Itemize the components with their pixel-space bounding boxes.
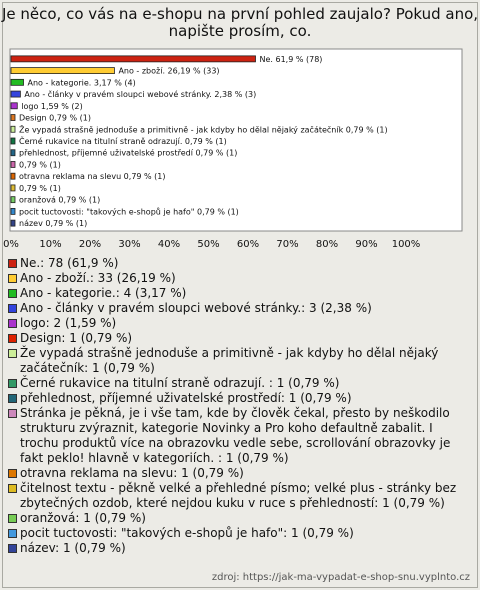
legend-swatch	[8, 319, 17, 328]
bar-label: logo 1,59 % (2)	[21, 101, 83, 111]
bar	[11, 115, 15, 121]
bar	[11, 126, 15, 132]
legend-swatch	[8, 484, 17, 493]
bar	[11, 161, 15, 167]
legend-swatch	[8, 304, 17, 313]
bar	[11, 79, 24, 85]
bar-label: Ano - zboží. 26,19 % (33)	[118, 66, 220, 76]
legend	[8, 256, 474, 556]
legend-item	[8, 466, 474, 481]
legend-swatch	[8, 259, 17, 268]
bar-label: název 0,79 % (1)	[19, 219, 88, 229]
legend-swatch	[8, 469, 17, 478]
bar	[11, 56, 256, 62]
legend-item	[8, 316, 474, 331]
x-tick-label: 30%	[118, 239, 141, 250]
legend-item	[8, 376, 474, 391]
bar	[11, 185, 15, 191]
legend-item	[8, 256, 474, 271]
x-tick-label: 0%	[3, 239, 19, 250]
bar	[11, 220, 15, 226]
x-tick-label: 60%	[236, 239, 260, 250]
legend-swatch	[8, 289, 17, 298]
legend-label: oranžová: 1 (0,79 %)	[20, 511, 146, 525]
legend-item	[8, 271, 474, 286]
bar	[11, 138, 15, 144]
x-tick-label: 40%	[157, 239, 181, 250]
legend-item	[8, 301, 474, 316]
bar-label: 0,79 % (1)	[19, 160, 61, 170]
legend-swatch	[8, 409, 17, 418]
legend-item	[8, 541, 474, 556]
x-tick-label: 90%	[355, 239, 378, 250]
source-note: zdroj: https://jak-ma-vypadat-e-shop-snu.vyplnto.cz	[211, 572, 470, 583]
legend-label: Že vypadá strašně jednoduše a primitivně - jak kdyby ho dělal nějaký začátečník: 1 (0,79 %)	[20, 346, 439, 375]
bar	[11, 91, 20, 97]
legend-item	[8, 346, 474, 376]
legend-label: pocit tuctovosti: "takových e-shopů je hafo": 1 (0,79 %)	[20, 526, 354, 540]
legend-item	[8, 406, 474, 466]
legend-swatch	[8, 334, 17, 343]
bar-label: Ano - články v pravém sloupci webové stránky. 2,38 % (3)	[24, 90, 257, 100]
legend-swatch	[8, 544, 17, 553]
legend-label: Ne.: 78 (61,9 %)	[20, 256, 119, 270]
chart-title: Je něco, co vás na e-shopu na první pohled zaujalo? Pokud ano, napište prosím, co.	[1, 5, 479, 40]
legend-label: Ano - články v pravém sloupci webové stránky.: 3 (2,38 %)	[20, 301, 372, 315]
legend-item	[8, 481, 474, 511]
bar-label: pocit tuctovosti: "takových e-shopů je hafo" 0,79 % (1)	[19, 207, 239, 217]
bar	[11, 173, 15, 179]
legend-item	[8, 391, 474, 406]
x-tick-label: 70%	[276, 239, 299, 250]
legend-item	[8, 331, 474, 346]
legend-swatch	[8, 514, 17, 523]
bar-label: Ne. 61,9 % (78)	[259, 54, 323, 64]
bar-label: Ano - kategorie. 3,17 % (4)	[27, 78, 136, 88]
legend-label: přehlednost, příjemné uživatelské prostředí: 1 (0,79 %)	[20, 391, 352, 405]
x-tick-label: 10%	[39, 239, 62, 250]
legend-label: Černé rukavice na titulní straně odrazují. : 1 (0,79 %)	[20, 376, 340, 390]
legend-label: Ano - kategorie.: 4 (3,17 %)	[20, 286, 187, 300]
legend-swatch	[8, 274, 17, 283]
legend-item	[8, 511, 474, 526]
legend-label: logo: 2 (1,59 %)	[20, 316, 117, 330]
legend-swatch	[8, 394, 17, 403]
bar-label: přehlednost, příjemné uživatelské prostředí 0,79 % (1)	[19, 148, 238, 158]
bar-chart	[0, 0, 480, 256]
legend-item	[8, 526, 474, 541]
bar-label: otravna reklama na slevu 0,79 % (1)	[19, 172, 166, 182]
x-tick-label: 20%	[78, 239, 102, 250]
legend-swatch	[8, 379, 17, 388]
bar	[11, 68, 114, 74]
legend-label: čitelnost textu - pěkně velké a přehledné písmo; velké plus - stránky bez zbytečných ozdob, které nejdou kuku v ruce s přehledností: 1 (0,79 %)	[20, 481, 457, 510]
bar	[11, 150, 15, 156]
legend-label: otravna reklama na slevu: 1 (0,79 %)	[20, 466, 244, 480]
legend-label: Stránka je pěkná, je i vše tam, kde by člověk čekal, přesto by neškodilo strukturu zvýraznit, kategorie Novinky a Pro koho defaultně zabalit. I trochu produktů více na obrazovku vedle sebe, scrollování obrazovky je fakt peklo! hlavně v kategoriích. : 1 (0,79 %)	[20, 406, 451, 465]
bar-label: oranžová 0,79 % (1)	[19, 195, 101, 205]
bar-label: 0,79 % (1)	[19, 183, 61, 193]
x-tick-label: 80%	[315, 239, 339, 250]
legend-label: Design: 1 (0,79 %)	[20, 331, 133, 345]
bar-label: Že vypadá strašně jednoduše a primitivně - jak kdyby ho dělal nějaký začátečník 0,79 % (1)	[19, 125, 388, 135]
bar	[11, 103, 17, 109]
x-tick-label: 100%	[391, 239, 421, 250]
legend-swatch	[8, 349, 17, 358]
x-tick-label: 50%	[197, 239, 220, 250]
legend-item	[8, 286, 474, 301]
bar	[11, 208, 15, 214]
legend-label: název: 1 (0,79 %)	[20, 541, 126, 555]
legend-swatch	[8, 529, 17, 538]
bar-label: Černé rukavice na titulní straně odrazují. 0,79 % (1)	[19, 137, 227, 146]
legend-label: Ano - zboží.: 33 (26,19 %)	[20, 271, 176, 285]
bar	[11, 197, 15, 203]
bar-label: Design 0,79 % (1)	[19, 113, 91, 123]
